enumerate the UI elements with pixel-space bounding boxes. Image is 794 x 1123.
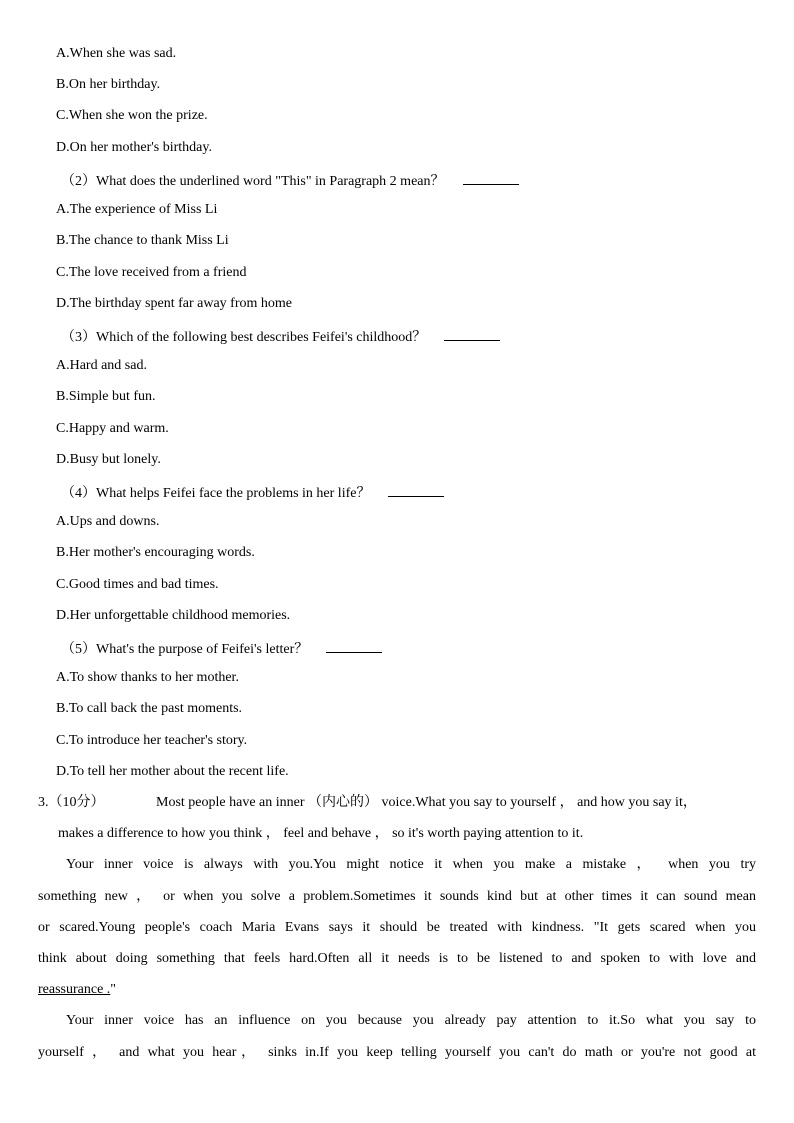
- q4-answer-blank: [388, 482, 444, 497]
- section3-p2-closing-quote: ": [110, 982, 117, 997]
- section3-intro-line2: makes a difference to how you think ， feel and behave ， so it's worth paying attention to it.: [58, 826, 584, 841]
- q2-stem-line: [61, 170, 519, 191]
- section3-p3-line1: Your inner voice has an influence on you because you already pay attention to it.So what you say to: [66, 1013, 756, 1028]
- section3-p2-line5: [38, 981, 116, 999]
- q4-stem-line: [61, 482, 444, 503]
- reassurance-underlined-word: reassurance .: [38, 982, 111, 997]
- section3-intro-line1: Most people have an inner （内心的） voice.What you say to yourself ， and how you say it，: [156, 795, 697, 810]
- q1-option-c: C.When she won the prize.: [56, 108, 208, 123]
- q5-option-a: A.To show thanks to her mother.: [56, 670, 239, 685]
- q4-stem: （4）What helps Feifei face the problems in her life？: [61, 486, 371, 501]
- q1-option-d: D.On her mother's birthday.: [56, 140, 212, 155]
- q3-stem-line: [61, 326, 500, 347]
- q5-option-c: C.To introduce her teacher's story.: [56, 733, 248, 748]
- q1-option-a: A.When she was sad.: [56, 46, 177, 61]
- q5-answer-blank: [326, 638, 382, 653]
- q5-option-d: D.To tell her mother about the recent life.: [56, 764, 289, 779]
- q4-option-a: A.Ups and downs.: [56, 514, 160, 529]
- q2-option-a: A.The experience of Miss Li: [56, 202, 218, 217]
- q5-stem: （5）What's the purpose of Feifei's letter？: [61, 642, 309, 657]
- q4-option-b: B.Her mother's encouraging words.: [56, 545, 255, 560]
- q3-stem: （3）Which of the following best describes Feifei's childhood？: [61, 330, 427, 345]
- section3-p3-line2: yourself ， and what you hear， sinks in.If you keep telling yourself you can't do math or you're not good at: [38, 1045, 756, 1060]
- q3-option-b: B.Simple but fun.: [56, 389, 156, 404]
- q2-stem: （2）What does the underlined word "This" in Paragraph 2 mean？: [61, 174, 445, 189]
- q1-option-b: B.On her birthday.: [56, 77, 161, 92]
- q3-option-c: C.Happy and warm.: [56, 421, 169, 436]
- section3-p2-line2: something new ， or when you solve a problem.Sometimes it sounds kind but at other times it can sound mean: [38, 889, 756, 904]
- q4-option-c: C.Good times and bad times.: [56, 577, 219, 592]
- section3-p2-line1: Your inner voice is always with you.You might notice it when you make a mistake ， when you try: [66, 857, 756, 872]
- q2-option-b: B.The chance to thank Miss Li: [56, 233, 229, 248]
- q2-option-d: D.The birthday spent far away from home: [56, 296, 292, 311]
- q2-answer-blank: [463, 170, 519, 185]
- q4-option-d: D.Her unforgettable childhood memories.: [56, 608, 291, 623]
- q3-answer-blank: [444, 326, 500, 341]
- q3-option-d: D.Busy but lonely.: [56, 452, 161, 467]
- q5-option-b: B.To call back the past moments.: [56, 701, 243, 716]
- section3-number: 3.（10分）: [38, 795, 105, 810]
- section3-p2-line4: think about doing something that feels hard.Often all it needs is to be listened to and spoken to with love and: [38, 951, 756, 966]
- section3-p2-line3: or scared.Young people's coach Maria Evans says it should be treated with kindness. "It gets scared when you: [38, 920, 756, 935]
- q3-option-a: A.Hard and sad.: [56, 358, 147, 373]
- q5-stem-line: [61, 638, 382, 659]
- q2-option-c: C.The love received from a friend: [56, 265, 247, 280]
